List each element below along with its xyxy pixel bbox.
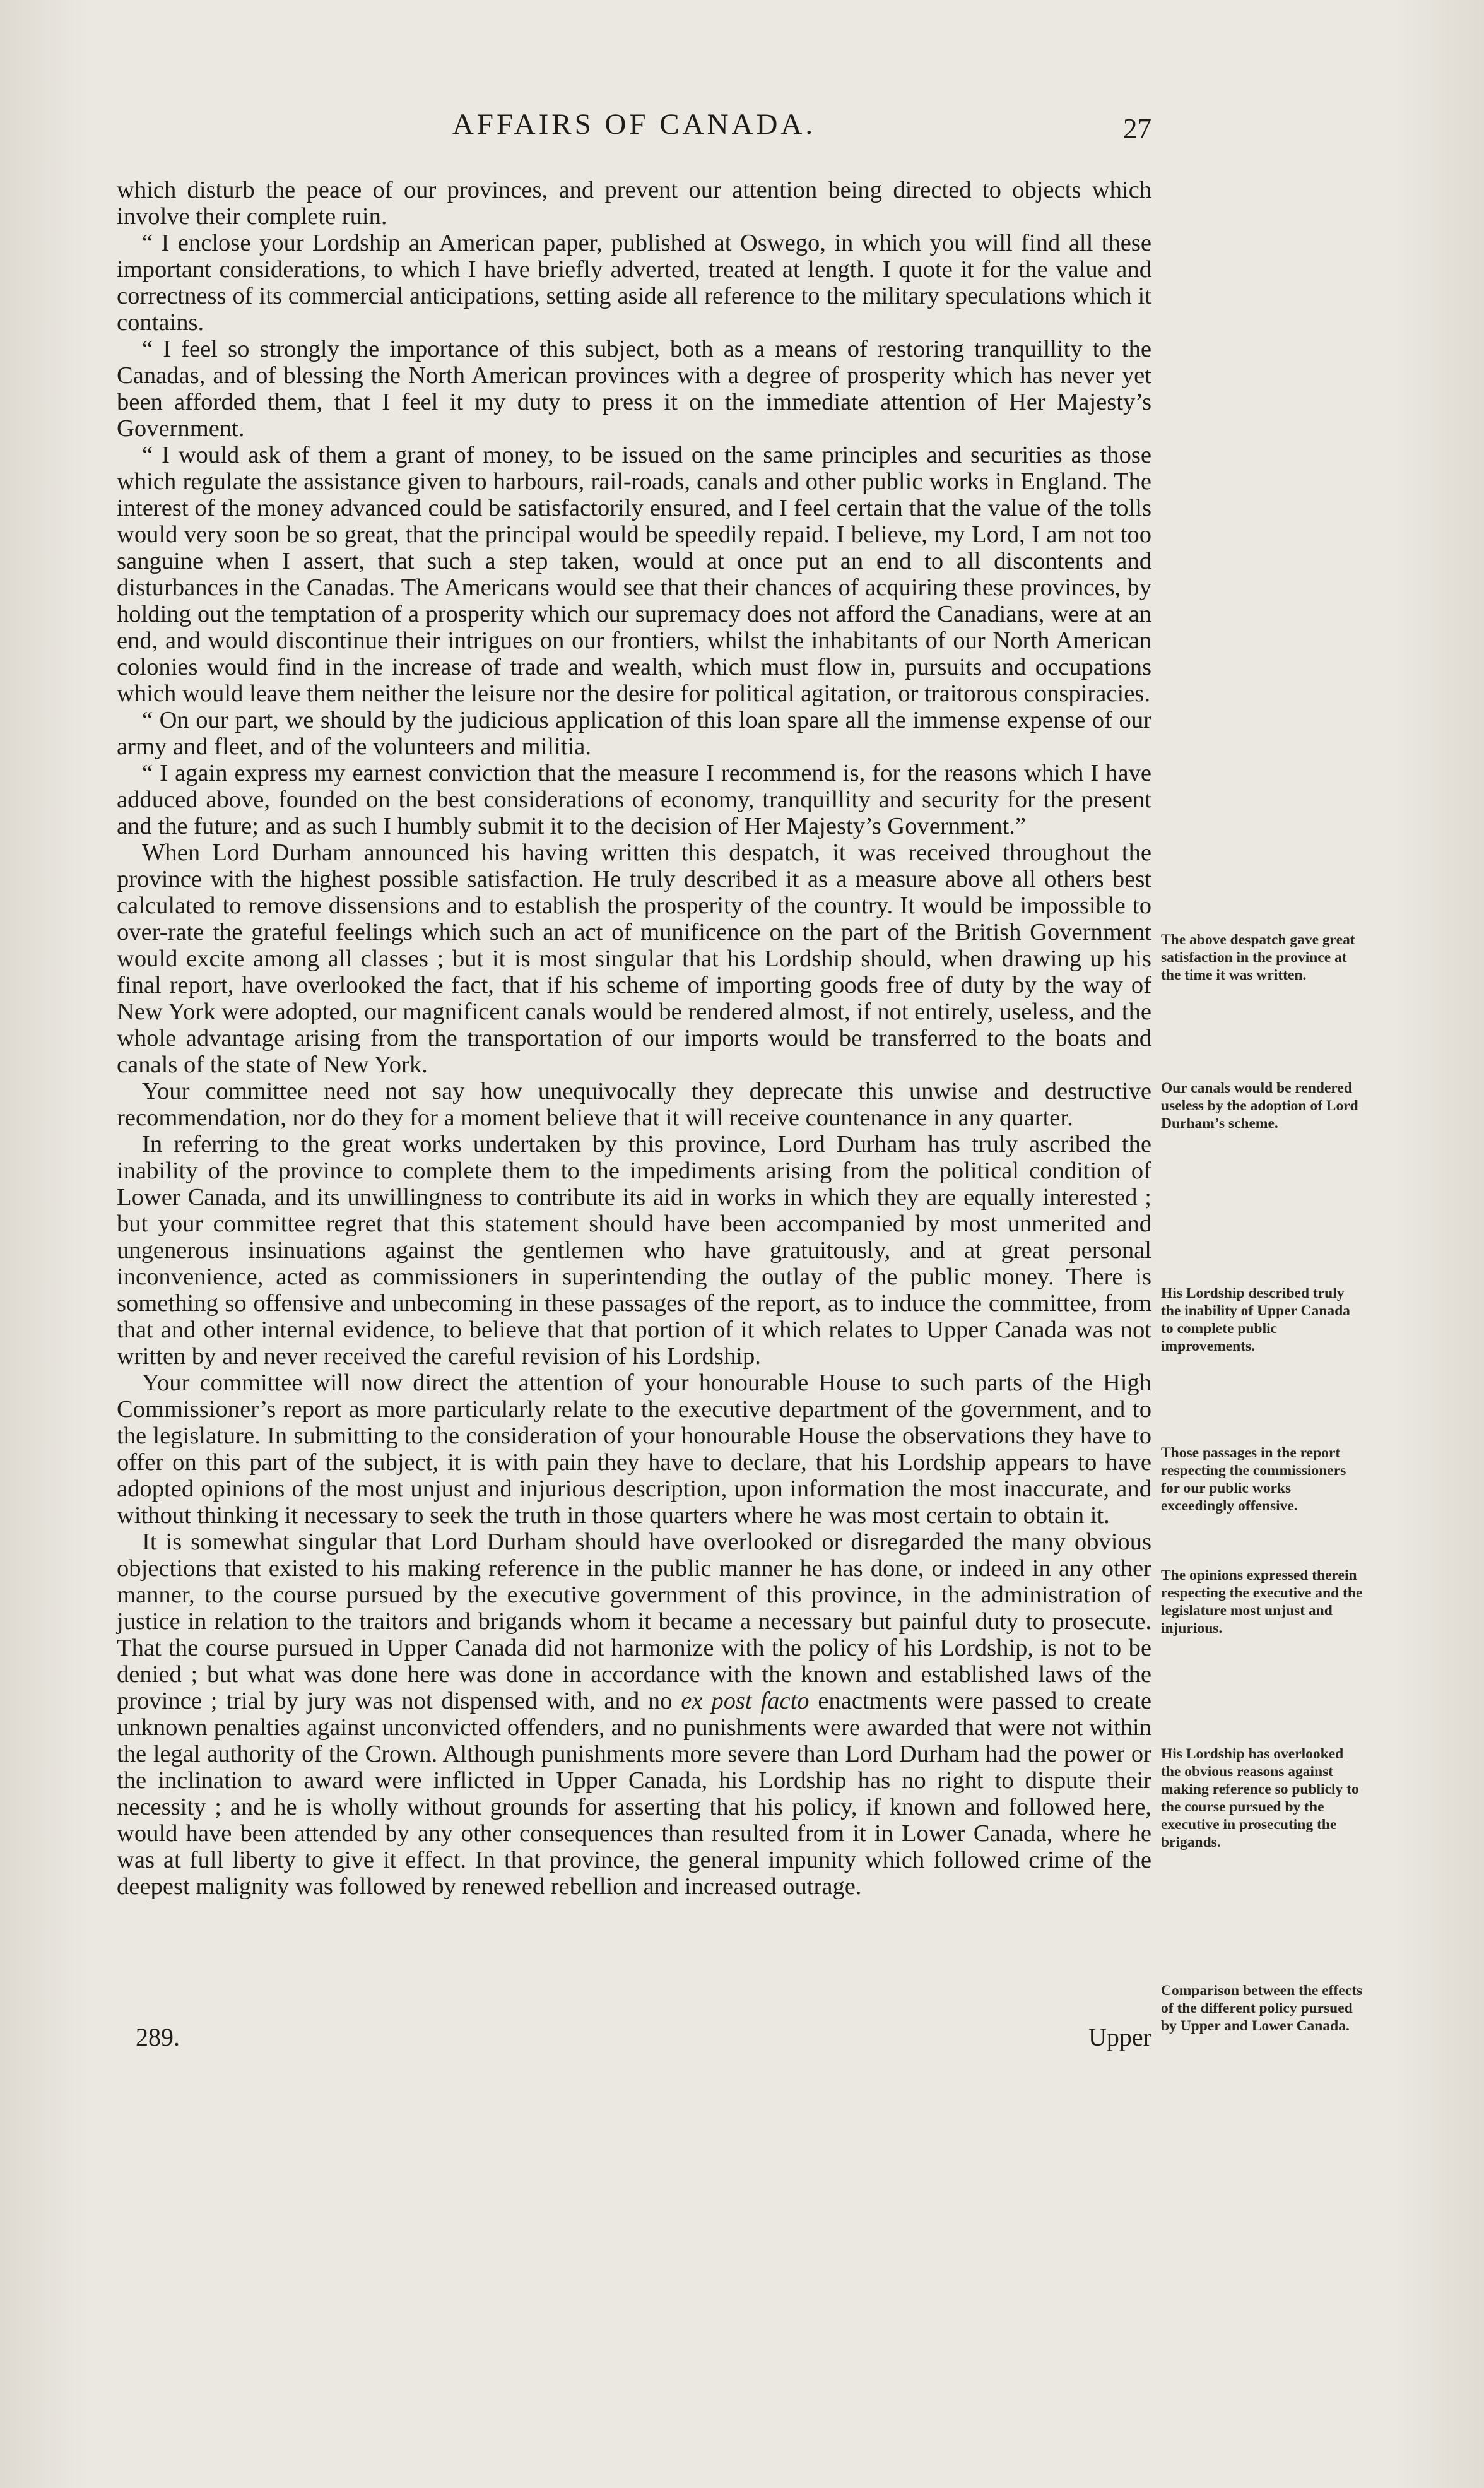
latin-phrase: ex post facto — [681, 1688, 810, 1714]
paragraph — [117, 1529, 1151, 1900]
paragraph: which disturb the peace of our provinces, and prevent our attention being directed to objects which involve their complete ruin. — [117, 177, 1151, 230]
paragraph-text: enactments were passed to create unknown penalties against unconvicted offenders, and no punishments were awarded that were not within the legal authority of the Crown. Although punishments more severe than Lord Durham had the power or the inclination to award were inflicted in Upper Canada, his Lordship has no right to dispute their necessity ; and he is wholly without grounds for asserting that his policy, if known and followed here, would have been attended by any other consequences than resulted from it in Lower Canada, where he was at full liberty to give it effect. In that province, the general impunity which followed crime of the deepest malignity was followed by renewed rebellion and increased outrage. — [117, 1688, 1151, 1900]
paragraph: “ I enclose your Lordship an American paper, published at Oswego, in which you will find all these important considerations, to which I have briefly adverted, treated at length. I quote it for the value and correctness of its commercial anticipations, setting aside all reference to the military speculations which it contains. — [117, 230, 1151, 336]
margin-note: His Lordship described truly the inability of Upper Canada to complete public improvements. — [1161, 1285, 1350, 1354]
margin-note: His Lordship has overlooked the obvious reasons against making reference so publicly to the course pursued by the executive in prosecuting the brigands. — [1161, 1746, 1359, 1851]
paragraph: “ On our part, we should by the judicious application of this loan spare all the immense expense of our army and fleet, and of the volunteers and militia. — [117, 707, 1151, 760]
running-title: AFFAIRS OF CANADA. — [452, 108, 816, 141]
paragraph: Your committee need not say how unequivocally they deprecate this unwise and destructive recommendation, nor do they for a moment believe that it will receive countenance in any quarter. — [117, 1078, 1151, 1131]
paragraph: Your committee will now direct the attention of your honourable House to such parts of the High Commissioner’s report as more particularly relate to the executive department of the government, and to the legislature. In submitting to the consideration of your honourable House the observations they have to offer on this part of the subject, it is with pain they have to declare, that his Lordship appears to have adopted opinions of the most unjust and injurious description, upon information the most inaccurate, and without thinking it necessary to seek the truth in those quarters where he was most certain to obtain it. — [117, 1370, 1151, 1529]
page-number: 27 — [1123, 113, 1151, 145]
paragraph: “ I again express my earnest conviction that the measure I recommend is, for the reasons which I have adduced above, founded on the best considerations of economy, tranquillity and security for the present and the future; and as such I humbly submit it to the decision of Her Majesty’s Government.” — [117, 760, 1151, 839]
catchword: Upper — [1088, 2023, 1151, 2051]
paragraph: When Lord Durham announced his having written this despatch, it was received throughout the province with the highest possible satisfaction. He truly described it as a measure above all others best calculated to remove dissensions and to establish the prosperity of the country. It would be impossible to over-rate the grateful feelings which such an act of munificence on the part of the British Government would excite among all classes ; but it is most singular that his Lordship should, when drawing up his final report, have overlooked the fact, that if his scheme of importing goods free of duty by the way of New York were adopted, our magnificent canals would be rendered almost, if not entirely, useless, and the whole advantage arising from the transportation of our imports would be transferred to the boats and canals of the state of New York. — [117, 839, 1151, 1078]
margin-note: Our canals would be rendered useless by the adoption of Lord Durham’s scheme. — [1161, 1080, 1358, 1132]
margin-note: The opinions expressed therein respecting the executive and the legislature most unjust and injurious. — [1161, 1567, 1363, 1637]
paragraph: “ I feel so strongly the importance of this subject, both as a means of restoring tranquillity to the Canadas, and of blessing the North American provinces with a degree of prosperity which has never yet been afforded them, that I feel it my duty to press it on the immediate attention of Her Majesty’s Government. — [117, 336, 1151, 442]
margin-note: Comparison between the effects of the different policy pursued by Upper and Lower Canada. — [1161, 1982, 1363, 2034]
paragraph: In referring to the great works undertaken by this province, Lord Durham has truly ascribed the inability of the province to complete them to the impediments arising from the political condition of Lower Canada, and its unwillingness to contribute its aid in works in which they are equally interested ; but your committee regret that this statement should have been accompanied by most unmerited and ungenerous insinuations against the gentlemen who have gratuitously, and at great personal inconvenience, acted as commissioners in superintending the outlay of the public money. There is something so offensive and unbecoming in these passages of the report, as to induce the committee, from that and other internal evidence, to believe that that portion of it which relates to Upper Canada was not written by and never received the careful revision of his Lordship. — [117, 1131, 1151, 1370]
paragraph-text: It is somewhat singular that Lord Durham should have overlooked or disregarded the many obvious objections that existed to his making reference in the public manner he has done, or indeed in any other manner, to the course pursued by the executive government of this province, in the administration of justice in relation to the traitors and brigands whom it became a necessary but painful duty to prosecute. That the course pursued in Upper Canada did not harmonize with the policy of his Lordship, is not to be denied ; but what was done here was done in accordance with the known and established laws of the province ; trial by jury was not dispensed with, and no — [117, 1529, 1151, 1714]
signature-mark: 289. — [136, 2023, 180, 2051]
margin-note: The above despatch gave great satisfaction in the province at the time it was written. — [1161, 932, 1355, 983]
paragraph: “ I would ask of them a grant of money, to be issued on the same principles and securities as those which regulate the assistance given to harbours, rail-roads, canals and other public works in England. The interest of the money advanced could be satisfactorily ensured, and I feel certain that the value of the tolls would very soon be so great, that the principal would be speedily repaid. I believe, my Lord, I am not too sanguine when I assert, that such a step taken, would at once put an end to all discontents and disturbances in the Canadas. The Americans would see that their chances of acquiring these provinces, by holding out the temptation of a prosperity which our supremacy does not afford the Canadians, were at an end, and would discontinue their intrigues on our frontiers, whilst the inhabitants of our North American colonies would find in the increase of trade and wealth, which must flow in, pursuits and occupations which would leave them neither the leisure nor the desire for political agitation, or traitorous conspiracies. — [117, 442, 1151, 707]
page-header — [117, 107, 1151, 151]
page-footer — [117, 2022, 1151, 2054]
margin-note: Those passages in the report respecting the commissioners for our public works exceedingly offensive. — [1161, 1445, 1346, 1514]
main-text — [117, 177, 1151, 1900]
